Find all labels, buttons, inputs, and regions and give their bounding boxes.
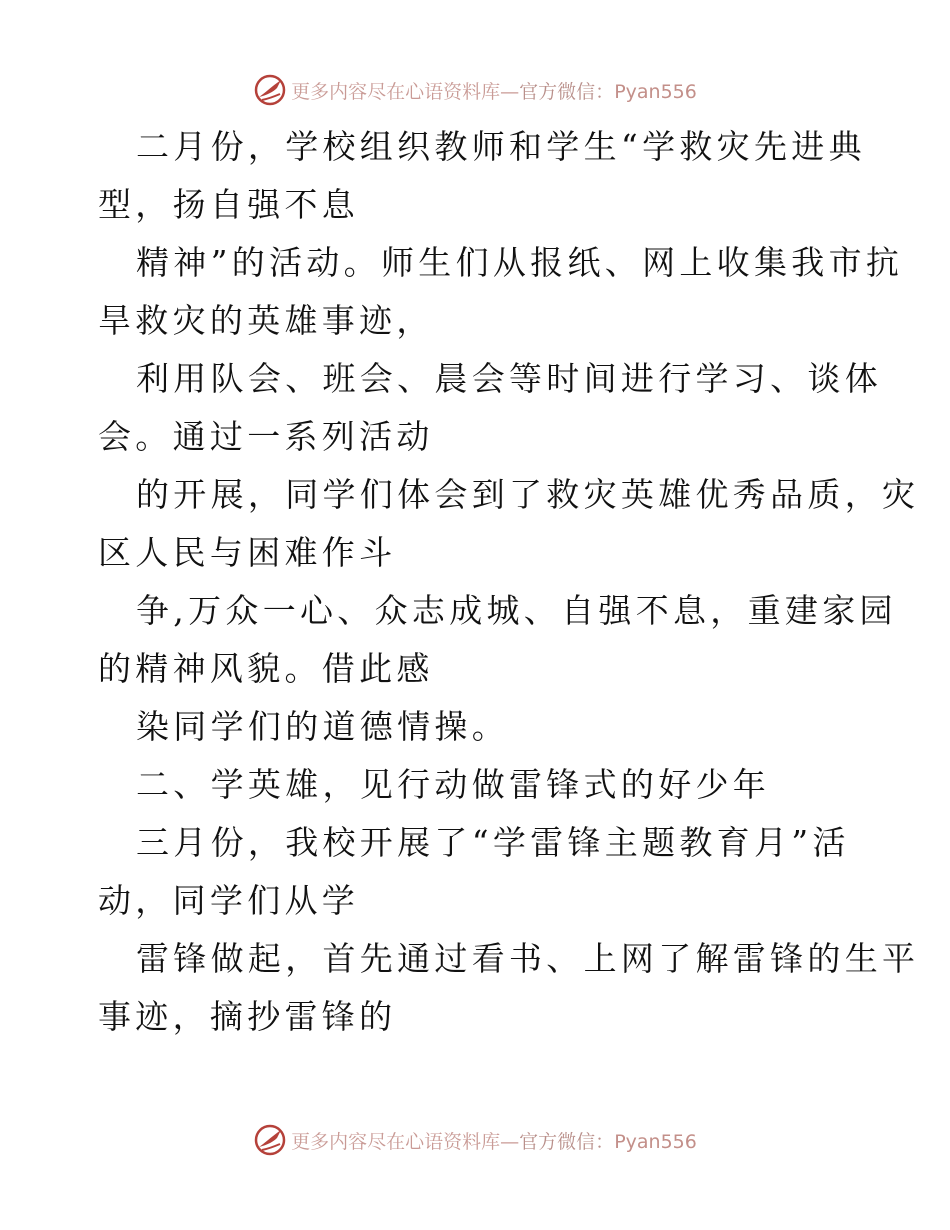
footer-banner-text bbox=[291, 1127, 697, 1154]
footer-banner bbox=[0, 1120, 950, 1160]
body-line: 雷锋做起，首先通过看书、上网了解雷锋的生平 bbox=[136, 939, 920, 978]
body-line: 型，扬自强不息 bbox=[98, 185, 360, 224]
pen-nib-logo-icon bbox=[253, 1123, 287, 1157]
body-line: 事迹，摘抄雷锋的 bbox=[98, 997, 397, 1036]
section-heading: 二、学英雄，见行动做雷锋式的好少年 bbox=[136, 765, 771, 804]
body-line: 精神”的活动。师生们从报纸、网上收集我市抗 bbox=[136, 243, 904, 282]
body-line: 的开展，同学们体会到了救灾英雄优秀品质，灾 bbox=[136, 475, 920, 514]
body-line: 的精神风貌。借此感 bbox=[98, 649, 434, 688]
body-line: 三月份，我校开展了“学雷锋主题教育月”活 bbox=[136, 823, 850, 862]
header-banner-wechat-id: Pyan556 bbox=[614, 80, 697, 103]
body-line: 会。通过一系列活动 bbox=[98, 417, 434, 456]
body-line: 染同学们的道德情操。 bbox=[136, 707, 509, 746]
header-banner-inner bbox=[253, 73, 697, 107]
pen-nib-logo-icon bbox=[253, 73, 287, 107]
footer-banner-separator: — bbox=[500, 1130, 520, 1153]
body-line: 区人民与困难作斗 bbox=[98, 533, 397, 572]
footer-banner-label: 官方微信： bbox=[519, 1130, 615, 1153]
footer-banner-inner bbox=[253, 1123, 697, 1157]
body-line: 旱救灾的英雄事迹， bbox=[98, 301, 434, 340]
header-banner-label: 官方微信： bbox=[519, 80, 615, 103]
body-line: 二月份，学校组织教师和学生“学救灾先进典 bbox=[136, 127, 866, 166]
body-line: 动，同学们从学 bbox=[98, 881, 360, 920]
header-banner-text bbox=[291, 77, 697, 104]
body-line: 争,万众一心、众志成城、自强不息，重建家园 bbox=[136, 591, 897, 630]
header-banner bbox=[0, 70, 950, 110]
header-banner-title: 更多内容尽在心语资料库 bbox=[291, 80, 501, 103]
footer-banner-title: 更多内容尽在心语资料库 bbox=[291, 1130, 501, 1153]
footer-banner-wechat-id: Pyan556 bbox=[614, 1130, 697, 1153]
body-line: 利用队会、班会、晨会等时间进行学习、谈体 bbox=[136, 359, 882, 398]
header-banner-separator: — bbox=[500, 80, 520, 103]
